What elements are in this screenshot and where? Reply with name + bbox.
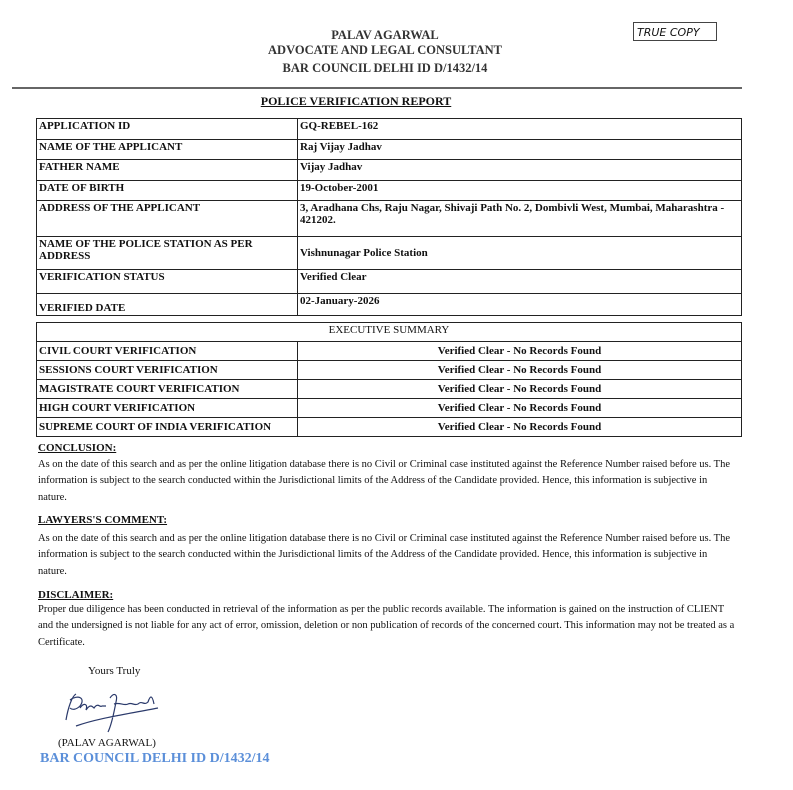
row-value: Verified Clear - No Records Found xyxy=(298,380,742,399)
row-value: Verified Clear - No Records Found xyxy=(298,361,742,380)
row-value: Vijay Jadhav xyxy=(298,160,742,181)
advocate-name: PALAV AGARWAL xyxy=(331,28,439,42)
row-label: NAME OF THE POLICE STATION AS PER ADDRESS xyxy=(37,237,298,270)
signatory-name: (PALAV AGARWAL) xyxy=(58,737,156,749)
table-row xyxy=(37,361,742,380)
row-value: Verified Clear - No Records Found xyxy=(298,342,742,361)
row-label: SUPREME COURT OF INDIA VERIFICATION xyxy=(37,418,298,437)
row-label: DATE OF BIRTH xyxy=(37,181,298,201)
lawyers-comment-text: As on the date of this search and as per the online litigation database there is no Civil or Criminal case instituted against the Reference Number raised before us. The information is subject to the search conducted within the Jurisdictional limits of the Address of the Candidate provided. Hence, this information is subjective in nature. xyxy=(38,533,731,577)
row-value: Vishnunagar Police Station xyxy=(298,237,742,270)
row-value: Raj Vijay Jadhav xyxy=(298,140,742,160)
row-label: MAGISTRATE COURT VERIFICATION xyxy=(37,380,298,399)
row-label: SESSIONS COURT VERIFICATION xyxy=(37,361,298,380)
disclaimer-heading: DISCLAIMER: xyxy=(38,589,114,601)
footer-bar-council-id: BAR COUNCIL DELHI ID D/1432/14 xyxy=(40,751,270,766)
table-row xyxy=(37,181,742,201)
advocate-designation: ADVOCATE AND LEGAL CONSULTANT xyxy=(268,43,502,57)
summary-heading: EXECUTIVE SUMMARY xyxy=(37,323,742,342)
executive-summary-table xyxy=(36,322,742,437)
table-row xyxy=(37,399,742,418)
applicant-details-table xyxy=(36,118,742,316)
lawyers-comment-heading: LAWYERS'S COMMENT: xyxy=(38,514,168,526)
table-row xyxy=(37,119,742,140)
header-divider xyxy=(12,87,742,89)
row-value: Verified Clear - No Records Found xyxy=(298,399,742,418)
row-label: VERIFIED DATE xyxy=(37,294,298,316)
true-copy-stamp: TRUE COPY xyxy=(633,22,717,41)
conclusion-heading: CONCLUSION: xyxy=(38,442,117,454)
table-row xyxy=(37,140,742,160)
signature-image xyxy=(58,688,168,736)
row-label: FATHER NAME xyxy=(37,160,298,181)
table-row xyxy=(37,294,742,316)
row-label: VERIFICATION STATUS xyxy=(37,270,298,294)
table-row xyxy=(37,237,742,270)
table-row xyxy=(37,270,742,294)
closing-salutation: Yours Truly xyxy=(88,665,141,677)
table-row xyxy=(37,380,742,399)
row-label: CIVIL COURT VERIFICATION xyxy=(37,342,298,361)
table-row xyxy=(37,160,742,181)
row-label: NAME OF THE APPLICANT xyxy=(37,140,298,160)
advocate-bar-id: BAR COUNCIL DELHI ID D/1432/14 xyxy=(282,61,488,75)
row-label: APPLICATION ID xyxy=(37,119,298,140)
row-value: Verified Clear xyxy=(298,270,742,294)
row-value: 3, Aradhana Chs, Raju Nagar, Shivaji Path No. 2, Dombivli West, Mumbai, Maharashtra - 421202. xyxy=(298,201,742,237)
table-row xyxy=(37,342,742,361)
conclusion-text: As on the date of this search and as per the online litigation database there is no Civil or Criminal case instituted against the Reference Number raised before us. The information is subject to the search conducted within the Jurisdictional limits of the Address of the Candidate provided. Hence, this information is subjective in nature. xyxy=(38,459,731,503)
row-label: HIGH COURT VERIFICATION xyxy=(37,399,298,418)
row-value: 19-October-2001 xyxy=(298,181,742,201)
row-value: Verified Clear - No Records Found xyxy=(298,418,742,437)
row-value: GQ-REBEL-162 xyxy=(298,119,742,140)
table-row xyxy=(37,201,742,237)
disclaimer-text: Proper due diligence has been conducted in retrieval of the information as per the public records available. The information is gained on the instruction of CLIENT and the undersigned is not liable for any act of error, omission, deletion or non publication of records of the concerned court. This information may not be treated as a Certificate. xyxy=(38,604,735,648)
row-label: ADDRESS OF THE APPLICANT xyxy=(37,201,298,237)
table-row xyxy=(37,418,742,437)
row-value: 02-January-2026 xyxy=(298,294,742,316)
report-title: POLICE VERIFICATION REPORT xyxy=(260,94,452,108)
